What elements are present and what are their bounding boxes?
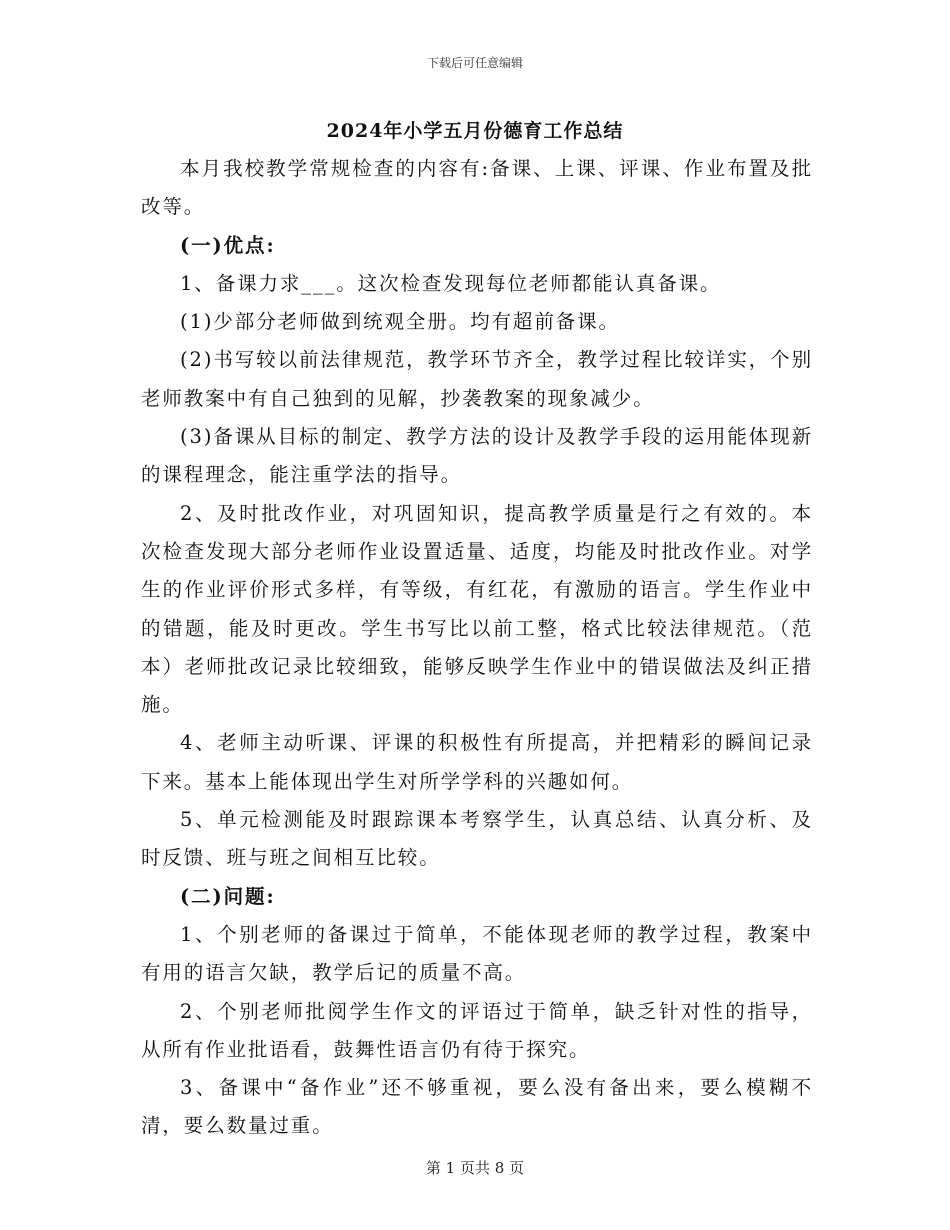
paragraph-item: 2、个别老师批阅学生作文的评语过于简单，缺乏针对性的指导，从所有作业批语看，鼓舞性语言仍有待于探究。 (141, 999, 813, 1061)
paragraph-intro: 本月我校教学常规检查的内容有:备课、上课、评课、作业布置及批改等。 (141, 157, 813, 219)
section-heading-advantages: (一)优点: (180, 233, 276, 257)
paragraph-item: 1、备课力求___。这次检查发现每位老师都能认真备课。 (180, 271, 722, 295)
paragraph-item: 5、单元检测能及时跟踪课本考察学生，认真总结、认真分析、及时反馈、班与班之间相互比较。 (141, 808, 813, 870)
paragraph-item: (2)书写较以前法律规范，教学环节齐全，教学过程比较详实，个别老师教案中有自己独到的见解，抄袭教案的现象减少。 (141, 348, 813, 410)
paragraph-item: (1)少部分老师做到统观全册。均有超前备课。 (180, 310, 620, 334)
paragraph-item: 3、备课中“备作业”还不够重视，要么没有备出来，要么模糊不清，要么数量过重。 (141, 1076, 813, 1138)
paragraph-item: 1、个别老师的备课过于简单，不能体现老师的教学过程，教案中有用的语言欠缺，教学后记的质量不高。 (141, 922, 813, 985)
document-body (141, 150, 813, 1146)
paragraph-item: 4、老师主动听课、评课的积极性有所提高，并把精彩的瞬间记录下来。基本上能体现出学生对所学学科的兴趣如何。 (141, 731, 813, 793)
page-header-note: 下载后可任意编辑 (426, 56, 523, 70)
paragraph-item: (3)备课从目标的制定、教学方法的设计及教学手段的运用能体现新的课程理念，能注重学法的指导。 (141, 425, 813, 487)
paragraph-item: 2、及时批改作业，对巩固知识，提高教学质量是行之有效的。本次检查发现大部分老师作业设置适量、适度，均能及时批改作业。对学生的作业评价形式多样，有等级，有红花，有激励的语言。学生作业中的错题，能及时更改。学生书写比以前工整，格式比较法律规范。（范本）老师批改记录比较细致，能够反映学生作业中的错误做法及纠正措施。 (141, 501, 813, 717)
document-title: 2024年小学五月份德育工作总结 (326, 120, 624, 142)
page-number: 第 1 页共 8 页 (425, 1159, 525, 1177)
section-heading-problems: (二)问题: (180, 884, 276, 908)
